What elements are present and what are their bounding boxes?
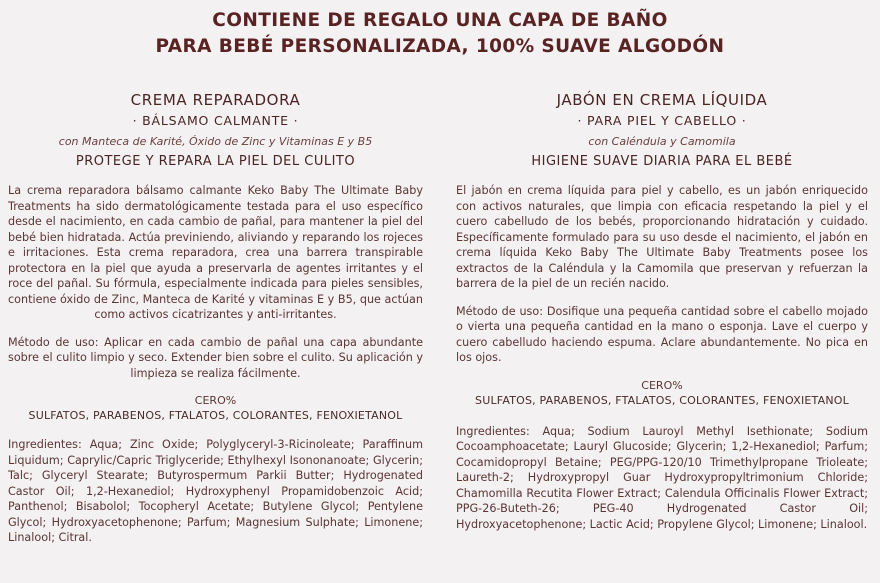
product-title: JABÓN EN CREMA LÍQUIDA bbox=[556, 91, 768, 109]
usage-instructions: Método de uso: Aplicar en cada cambio de pañal una capa abundante sobre el culito limpio y seco. Extender bien sobre el culito. Su aplicación y limpieza se realiza fácilmente. bbox=[8, 335, 423, 380]
promo-line-1: CONTIENE DE REGALO UNA CAPA DE BAÑO bbox=[212, 10, 668, 31]
product-subtitle: · BÁLSAMO CALMANTE · bbox=[132, 113, 299, 128]
product-description: La crema reparadora bálsamo calmante Keko Baby The Ultimate Baby Treatments ha sido dermatológicamente testada para el uso específico desde el nacimiento, en cada cambio de pañal, para mantener la piel del bebé bien hidratada. Actúa previniendo, aliviando y reparando los rojeces e irritaciones. Esta crema reparadora, crea una barrera transpirable protectora en la piel que ayuda a preservarla de agentes irritantes y el roce del pañal. Su fórmula, especialmente indicada para pieles sensibles, contiene óxido de Zinc, Manteca de Karité y vitaminas E y B5, que actúan como activos cicatrizantes y anti-irritantes. bbox=[8, 184, 423, 321]
product-key-ingredients: con Caléndula y Camomila bbox=[588, 135, 736, 148]
zero-percent-label: CERO% bbox=[641, 378, 683, 392]
product-description: El jabón en crema líquida para piel y cabello, es un jabón enriquecido con activos naturales, que limpia con eficacia respetando la piel y el cuero cabelludo de los bebés, proporcionando hidratación y cuidado. Específicamente formulado para su uso desde el nacimiento, el jabón en crema líquida Keko Baby The Ultimate Baby Treatments posee los extractos de la Caléndula y la Camomila que preservan y refuerzan la barrera de la piel de un recién nacido. bbox=[456, 184, 868, 290]
promo-line-2: PARA BEBÉ PERSONALIZADA, 100% SUAVE ALGODÓN bbox=[155, 36, 725, 57]
ingredients-list: Ingredientes: Aqua; Sodium Lauroyl Methyl Isethionate; Sodium Cocoamphoacetate; Lauryl Glucoside; Glycerin; 1,2-Hexanediol; Parfum; Cocamidopropyl Betaine; PEG/PPG-120/10 Trimethylpropane Trioleate; Laureth-2; Hydroxypropyl Guar Hydroxypropyltrimonium Chloride; Chamomilla Recutita Flower Extract; Calendula Officinalis Flower Extract; PPG-26-Buteth-26; PEG-40 Hydrogenated Castor Oil; Hydroxyacetophenone; Lactic Acid; Propylene Glycol; Limonene; Linalool. bbox=[456, 424, 868, 531]
ingredients-list: Ingredientes: Aqua; Zinc Oxide; Polyglyceryl-3-Ricinoleate; Paraffinum Liquidum; Caprylic/Capric Triglyceride; Ethylhexyl Isononanoate; Glycerin; Talc; Glyceryl Stearate; Butyrospermum Parkii Butter; Hydrogenated Castor Oil; 1,2-Hexanediol; Hydroxyphenyl Propamidobenzoic Acid; Panthenol; Bisabolol; Tocopheryl Acetate; Butylene Glycol; Pentylene Glycol; Hydroxyacetophenone; Parfum; Magnesium Sulphate; Limonene; Linalool; Citral. bbox=[8, 438, 423, 544]
product-column-cream bbox=[8, 90, 423, 546]
product-tagline: PROTEGE Y REPARA LA PIEL DEL CULITO bbox=[75, 154, 356, 169]
promo-header bbox=[0, 8, 880, 60]
usage-instructions: Método de uso: Dosifique una pequeña cantidad sobre el cabello mojado o vierta una pequeña cantidad en la mano o esponja. Lave el cuerpo y cuero cabelludo haciendo espuma. Aclare abundantemente. No pica en los ojos. bbox=[456, 304, 868, 364]
product-subtitle: · PARA PIEL Y CABELLO · bbox=[577, 113, 747, 128]
product-column-soap bbox=[456, 90, 868, 532]
product-key-ingredients: con Manteca de Karité, Óxido de Zinc y Vitaminas E y B5 bbox=[58, 135, 373, 148]
zero-percent-label: CERO% bbox=[194, 394, 237, 407]
free-of-list: SULFATOS, PARABENOS, FTALATOS, COLORANTES, FENOXIETANOL bbox=[28, 409, 403, 422]
product-tagline: HIGIENE SUAVE DIARIA PARA EL BEBÉ bbox=[531, 154, 793, 169]
product-title: CREMA REPARADORA bbox=[130, 91, 301, 109]
free-of-list: SULFATOS, PARABENOS, FTALATOS, COLORANTES, FENOXIETANOL bbox=[475, 393, 849, 407]
